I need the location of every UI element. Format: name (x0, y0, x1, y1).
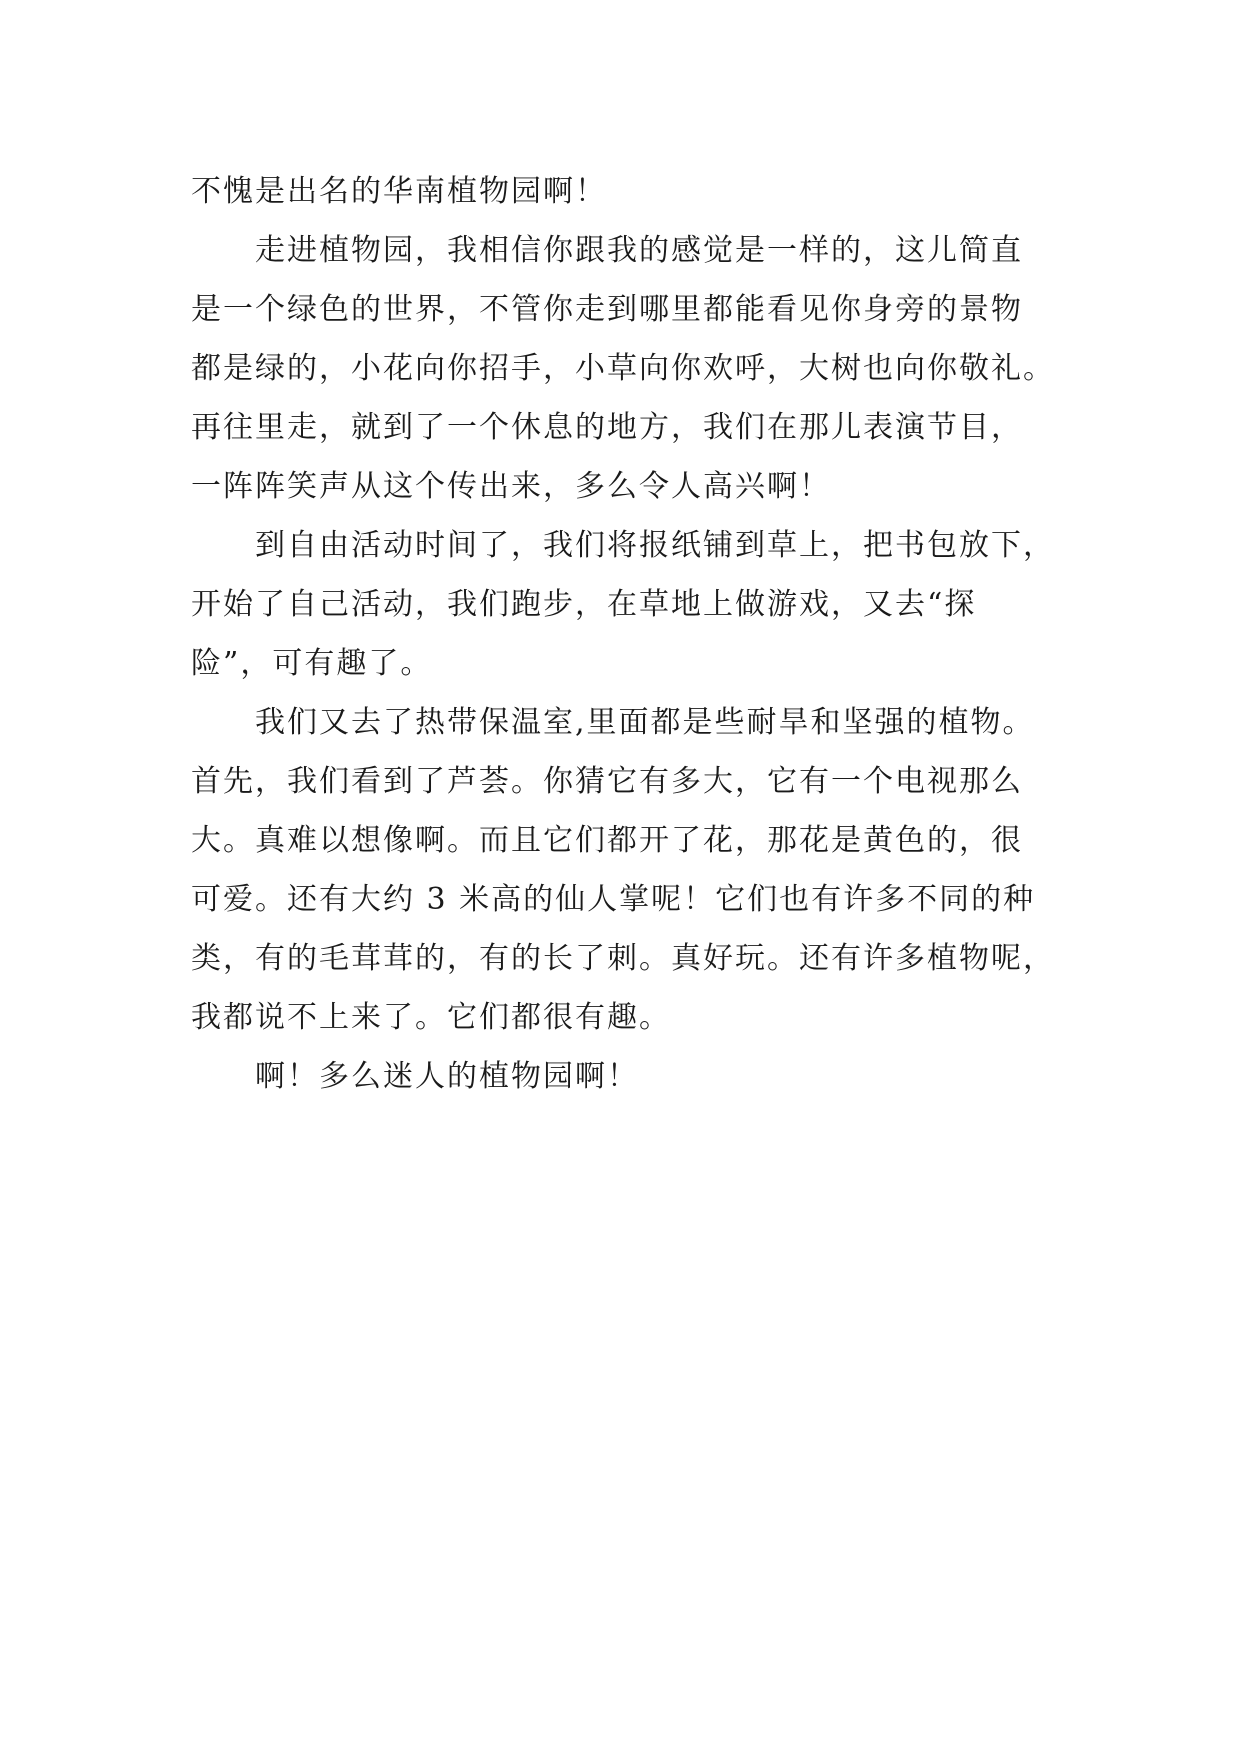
paragraph-line: 都是绿的，小花向你招手，小草向你欢呼，大树也向你敬礼。 (191, 351, 1055, 386)
paragraph-line: 啊！多么迷人的植物园啊！ (255, 1059, 639, 1094)
paragraph-line: 险”，可有趣了。 (191, 646, 433, 681)
paragraph-line: 类，有的毛茸茸的，有的长了刺。真好玩。还有许多植物呢， (191, 941, 1055, 976)
paragraph-line: 不愧是出名的华南植物园啊！ (191, 174, 607, 209)
paragraph-line: 再往里走，就到了一个休息的地方，我们在那儿表演节目， (191, 410, 1023, 445)
paragraph-line: 走进植物园，我相信你跟我的感觉是一样的，这儿简直 (255, 233, 1023, 268)
paragraph-line: 我们又去了热带保温室,里面都是些耐旱和坚强的植物。 (255, 705, 1035, 740)
paragraph-line: 到自由活动时间了，我们将报纸铺到草上，把书包放下， (255, 528, 1055, 563)
paragraph-line: 一阵阵笑声从这个传出来，多么令人高兴啊！ (191, 469, 831, 504)
paragraph-line: 我都说不上来了。它们都很有趣。 (191, 1000, 671, 1035)
paragraph-line: 开始了自己活动，我们跑步，在草地上做游戏，又去“探 (191, 587, 977, 622)
paragraph-line: 可爱。还有大约 3 米高的仙人掌呢！它们也有许多不同的种 (191, 882, 1036, 917)
essay-body (191, 162, 1061, 1106)
paragraph-line: 大。真难以想像啊。而且它们都开了花，那花是黄色的，很 (191, 823, 1023, 858)
paragraph-line: 首先，我们看到了芦荟。你猜它有多大，它有一个电视那么 (191, 764, 1023, 799)
paragraph-line: 是一个绿色的世界，不管你走到哪里都能看见你身旁的景物 (191, 292, 1023, 327)
